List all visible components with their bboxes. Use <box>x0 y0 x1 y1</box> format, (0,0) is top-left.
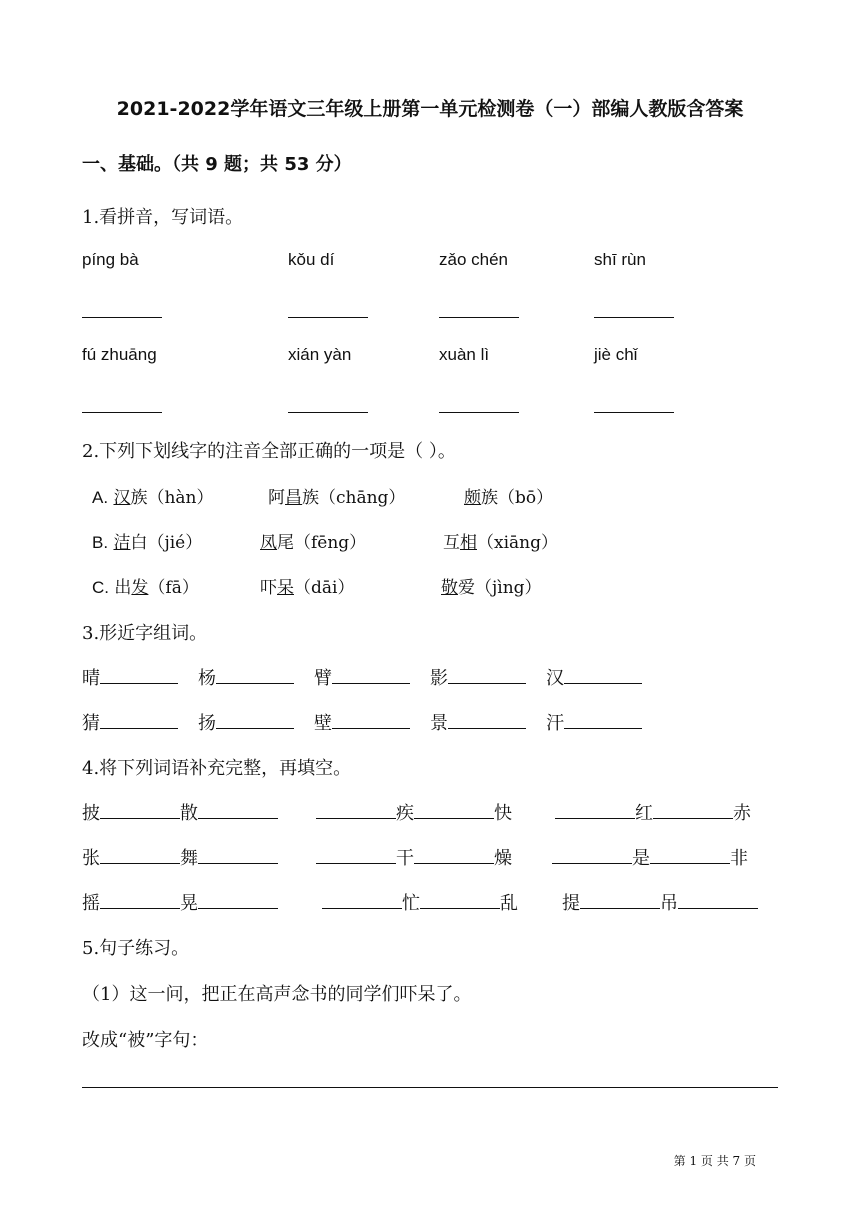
question-5-stem: 5.句子练习。 <box>82 938 190 959</box>
option-letter: B. <box>92 533 109 552</box>
question-2-stem: 2.下列下划线字的注音全部正确的一项是（ ）。 <box>82 441 456 462</box>
word-group[interactable]: 扬 <box>198 709 294 735</box>
page-footer: 第 1 页 共 7 页 <box>673 1154 756 1168</box>
idiom-fill[interactable]: 摇 晃 <box>82 889 278 915</box>
answer-blank[interactable] <box>82 412 162 413</box>
word-group[interactable]: 晴 <box>82 664 178 690</box>
idiom-fill[interactable]: 提 吊 <box>562 889 758 915</box>
answer-line[interactable] <box>82 1087 778 1088</box>
option-item: 阿昌族（chāng） <box>268 488 406 508</box>
word-group[interactable]: 猜 <box>82 709 178 735</box>
word-group[interactable]: 汉 <box>546 664 642 690</box>
pinyin-2: kǒu dí <box>288 250 335 269</box>
option-c[interactable] <box>92 573 199 598</box>
option-item: 洁白（jié） <box>113 533 203 553</box>
answer-blank[interactable] <box>82 317 162 318</box>
option-letter: C. <box>92 578 109 597</box>
word-group[interactable]: 汗 <box>546 709 642 735</box>
option-item: 敬爱（jìng） <box>441 578 542 598</box>
pinyin-8: jiè chǐ <box>594 345 638 364</box>
instruction-text: 改成“被”字句： <box>82 1030 209 1051</box>
option-item: 吓呆（dāi） <box>260 578 355 598</box>
option-item: 颇族（bō） <box>464 488 554 508</box>
option-a[interactable] <box>92 483 214 508</box>
word-group[interactable]: 影 <box>430 664 526 690</box>
pinyin-5: fú zhuāng <box>82 345 157 364</box>
option-item: 汉族（hàn） <box>113 488 214 508</box>
pinyin-7: xuàn lì <box>439 345 490 364</box>
question-3-stem: 3.形近字组词。 <box>82 623 208 644</box>
answer-blank[interactable] <box>439 317 519 318</box>
idiom-fill[interactable]: 是 非 <box>552 844 748 870</box>
document-title: 2021-2022学年语文三年级上册第一单元检测卷（一）部编人教版含答案 <box>116 98 744 120</box>
word-group[interactable]: 杨 <box>198 664 294 690</box>
answer-blank[interactable] <box>594 317 674 318</box>
option-item: 出发（fā） <box>114 578 199 598</box>
idiom-fill[interactable]: 张 舞 <box>82 844 278 870</box>
question-4-stem: 4.将下列词语补充完整，再填空。 <box>82 758 352 779</box>
idiom-fill[interactable]: 忙 乱 <box>322 889 518 915</box>
idiom-fill[interactable]: 披 散 <box>82 799 278 825</box>
pinyin-3: zǎo chén <box>439 250 508 269</box>
idiom-fill[interactable]: 疾 快 <box>316 799 512 825</box>
pinyin-1: píng bà <box>82 250 139 269</box>
word-group[interactable]: 壁 <box>314 709 410 735</box>
option-item: 凤尾（fēng） <box>260 533 367 553</box>
option-letter: A. <box>92 488 109 507</box>
question-1-stem: 1.看拼音，写词语。 <box>82 207 244 228</box>
answer-blank[interactable] <box>288 412 368 413</box>
option-b[interactable] <box>92 528 202 553</box>
answer-blank[interactable] <box>288 317 368 318</box>
answer-blank[interactable] <box>594 412 674 413</box>
pinyin-6: xián yàn <box>288 345 352 364</box>
answer-blank[interactable] <box>439 412 519 413</box>
option-item: 互相（xiāng） <box>443 533 558 553</box>
pinyin-4: shī rùn <box>594 250 646 269</box>
word-group[interactable]: 景 <box>430 709 526 735</box>
section-heading: 一、基础。（共 9 题；共 53 分） <box>82 154 352 175</box>
word-group[interactable]: 臂 <box>314 664 410 690</box>
question-5-sub-1: （1）这一问，把正在高声念书的同学们吓呆了。 <box>82 984 472 1005</box>
idiom-fill[interactable]: 红 赤 <box>555 799 751 825</box>
idiom-fill[interactable]: 干 燥 <box>316 844 512 870</box>
